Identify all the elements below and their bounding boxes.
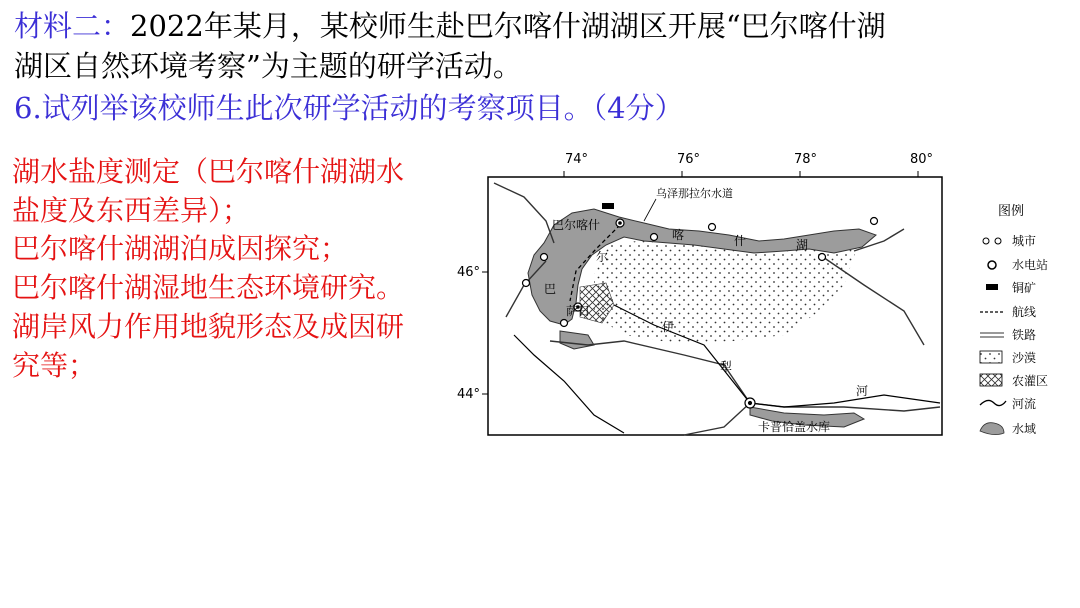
city-legend-icon [983, 238, 1001, 244]
legend-label: 沙漠 [1012, 351, 1037, 365]
material-line-1 [14, 4, 886, 45]
legend-label: 铜矿 [1012, 281, 1037, 295]
legend-label: 水域 [1012, 422, 1037, 436]
canal-label: 乌泽那拉尔水道 [656, 187, 733, 200]
river-legend-icon [980, 400, 1006, 405]
material-label: 材料二： [14, 9, 131, 43]
lake-label-char: 喀 [672, 228, 685, 242]
answer-line: 湖水盐度测定（巴尔喀什湖湖水 [12, 155, 405, 188]
lon-label: 74° [565, 152, 589, 167]
lat-label: 44° [457, 387, 481, 402]
copper-mine-icon [602, 203, 614, 209]
map-legend [980, 204, 1048, 436]
irrigation-legend-icon [980, 374, 1002, 386]
city-label-balkhash: 巴尔喀什 [552, 218, 601, 232]
lake-label-char: 湖 [796, 238, 809, 252]
material-line-2: 湖区自然环境考察”为主题的研学活动。 [14, 49, 522, 83]
legend-label: 铁路 [1012, 328, 1037, 342]
legend-title: 图例 [998, 204, 1025, 219]
legend-label: 农灌区 [1012, 374, 1049, 388]
answer-line: 巴尔喀什湖湿地生态环境研究。 [12, 271, 405, 304]
lake-label-char: 巴 [544, 282, 557, 296]
water-legend-icon [980, 423, 1004, 435]
hydropower-legend-icon [988, 261, 996, 269]
lake-label-char: 尔 [596, 250, 609, 264]
lon-label: 80° [910, 152, 934, 167]
river-label-char: 犁 [720, 360, 733, 374]
material-text-1: 2022年某月，某校师生赴巴尔喀什湖湖区开展“巴尔喀什湖 [130, 9, 886, 43]
legend-label: 城市 [1012, 234, 1037, 248]
legend-label: 河流 [1012, 397, 1037, 411]
river-label-char: 河 [856, 384, 869, 398]
lon-label: 78° [794, 152, 818, 167]
lat-label: 46° [457, 265, 481, 280]
answer-line: 湖岸风力作用地貌形态及成因研 [12, 310, 405, 343]
city-label-saryshagan: 萨日 [566, 304, 591, 318]
desert-legend-icon [980, 351, 1002, 363]
reservoir-label: 卡普恰盖水库 [758, 420, 831, 434]
answer-line: 巴尔喀什湖湖泊成因探究； [12, 232, 349, 265]
copper-legend-icon [986, 284, 998, 290]
river-label-char: 伊 [662, 320, 675, 334]
legend-label: 航线 [1012, 305, 1037, 319]
lake-balkhash-map [457, 145, 1050, 440]
railway-legend-icon [980, 333, 1004, 337]
answer-line: 盐度及东西差异）； [12, 194, 251, 227]
question-text: 6.试列举该校师生此次研学活动的考察项目。（4分） [14, 91, 684, 125]
answer-line: 究等； [12, 349, 97, 382]
lon-label: 76° [677, 152, 701, 167]
lake-label-char: 什 [734, 234, 747, 248]
map-svg [457, 145, 1050, 440]
legend-label: 水电站 [1012, 258, 1049, 272]
